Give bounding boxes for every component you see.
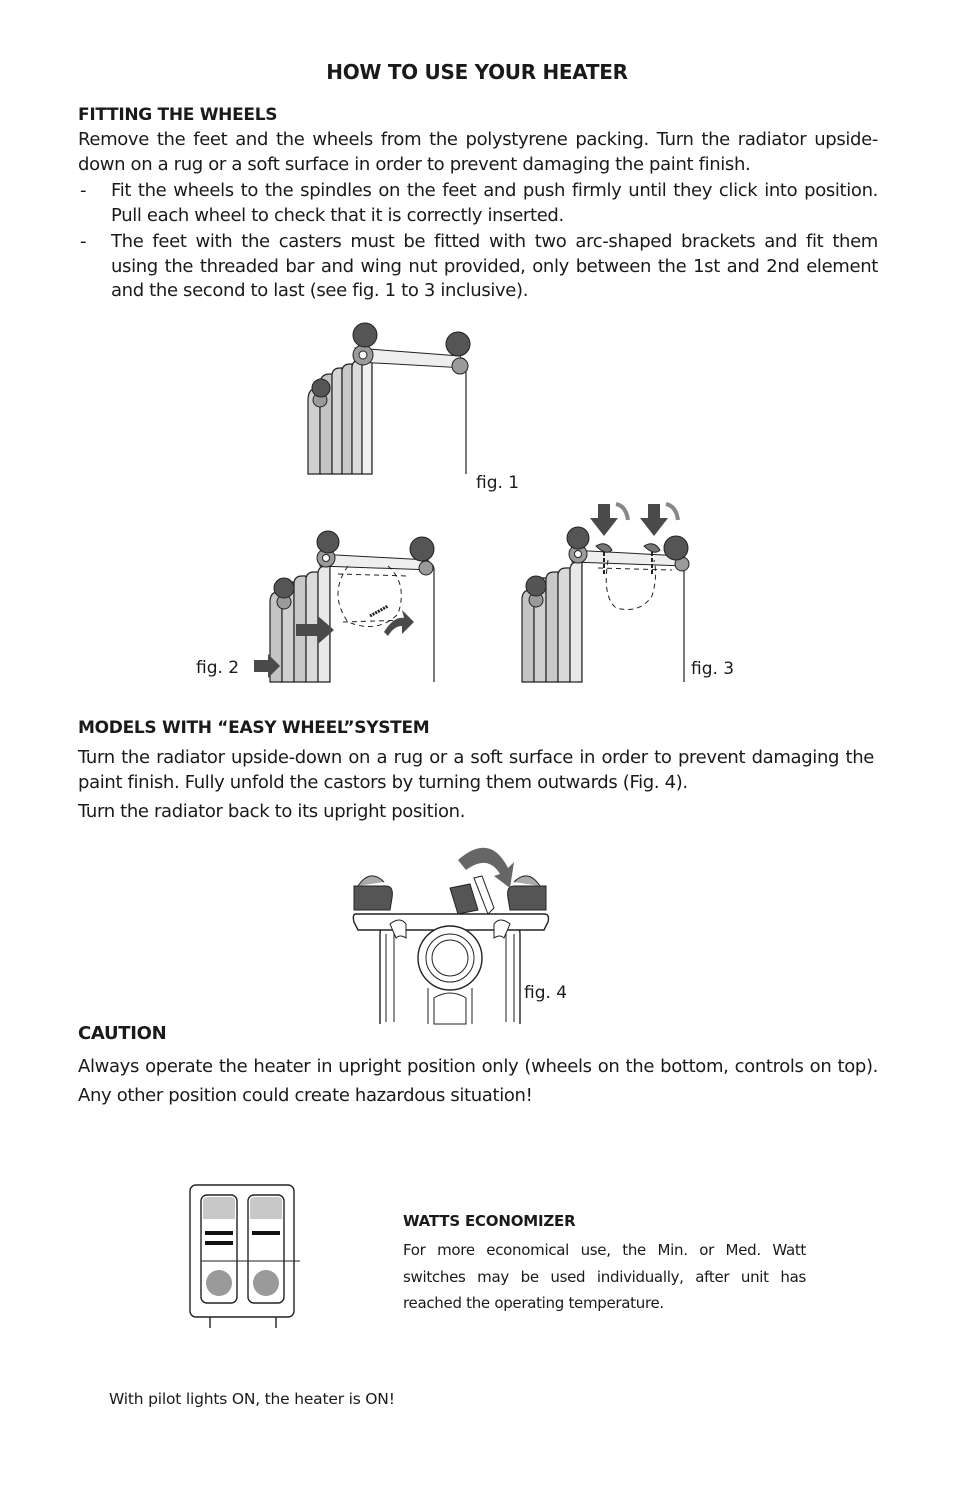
watts-economizer-text: For more economical use, the Min. or Med. Watt switches may be used individually, after unit has reached the operating temperature. <box>403 1241 806 1312</box>
bullet-text: Fit the wheels to the spindles on the feet and push firmly until they click into position. Pull each wheel to check that it is correctly inserted. <box>111 180 878 226</box>
easy-wheel-heading: MODELS WITH “EASY WHEEL”SYSTEM <box>78 718 430 738</box>
fig1-label: fig. 1 <box>476 473 520 493</box>
caution-text: Always operate the heater in upright position only (wheels on the bottom, controls on top). Any other position could create hazardous situation! <box>78 1056 878 1106</box>
bullet-text: The feet with the casters must be fitted with two arc-shaped brackets and fit them using the threaded bar and wing nut provided, only between the 1st and 2nd element and the second to last (see fig. 1 to 3 inclusive). <box>111 231 878 301</box>
fig4-easy-wheel-illustration <box>350 838 550 1028</box>
pilot-lights-note: With pilot lights ON, the heater is ON! <box>109 1390 395 1408</box>
bullet-marker: - <box>80 180 87 201</box>
fig1-radiator-wheels-illustration <box>300 318 480 478</box>
fig4-label: fig. 4 <box>524 983 568 1003</box>
bullet-marker: - <box>80 231 87 252</box>
fitting-heading: FITTING THE WHEELS <box>78 105 278 125</box>
fig3-wing-nut-illustration <box>512 496 692 684</box>
fitting-bullet-list <box>78 179 878 304</box>
list-item <box>78 179 878 228</box>
fig2-bracket-fitting-illustration <box>248 524 448 684</box>
watts-economizer-heading: WATTS ECONOMIZER <box>403 1212 576 1230</box>
list-item <box>78 230 878 304</box>
caution-heading: CAUTION <box>78 1023 167 1044</box>
fitting-intro: Remove the feet and the wheels from the polystyrene packing. Turn the radiator upside-down on a rug or a soft surface in order to prevent damaging the paint finish. <box>78 129 878 175</box>
page-title: HOW TO USE YOUR HEATER <box>326 60 628 84</box>
fig2-label: fig. 2 <box>196 658 240 678</box>
switch-panel-illustration <box>188 1183 306 1329</box>
easy-wheel-paragraph: Turn the radiator upside-down on a rug or a soft surface in order to prevent damaging the paint finish. Fully unfold the castors by turning them outwards (Fig. 4). <box>78 747 874 793</box>
fig3-label: fig. 3 <box>691 659 735 679</box>
easy-wheel-paragraph-2: Turn the radiator back to its upright position. <box>78 801 466 822</box>
